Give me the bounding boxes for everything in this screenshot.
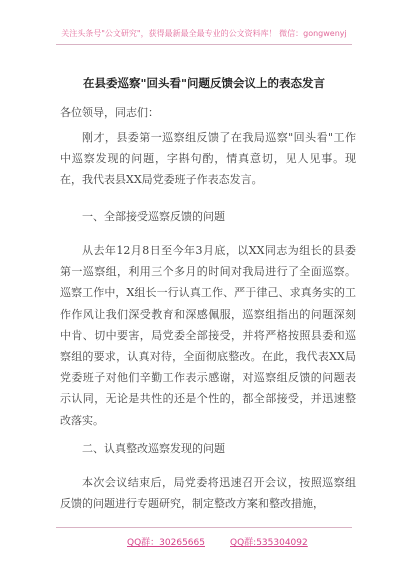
section-heading-1: 一、全部接受巡察反馈的问题 [82,210,225,223]
salutation: 各位领导，同志们： [60,106,159,119]
document-title: 在县委巡察"回头看"问题反馈会议上的表态发言 [83,76,325,90]
footer-divider [56,527,352,528]
paragraph-intro: 刚才，县委第一巡察组反馈了在我局巡察"回头看"工作中巡察发现的问题，字斟句酌，情真意切，见人见事。现在，我代表县XX局党委班子作表态发言。 [60,131,356,187]
footer-qq-link-1[interactable]: QQ群：30265665 [127,538,205,548]
header-banner: 关注头条号"公文研究"，获得最新最全最专业的公文资料库！ 微信：gongwenyj [61,29,347,38]
header-divider [56,44,352,45]
paragraph-section-2: 本次会议结束后，局党委将迅速召开会议，按照巡察组反馈的问题进行专题研究，制定整改方案和整改措施， [60,476,356,511]
paragraph-section-1: 从去年12月8日至今年3月底，以XX同志为组长的县委第一巡察组，利用三个多月的时间对我局进行了全面巡察。巡察工作中，X组长一行认真工作、严于律己、求真务实的工作作风让我们深受教育和深感佩服，巡察组指出的问题深刻中肯、切中要害，局党委全部接受，并将严格按照县委和巡察组的要求，认真对待，全面彻底整改。在此，我代表XX局党委班子对他们辛勤工作表示感谢，对巡察组反馈的问题表示认同，无论是共性的还是个性的，都全部接受，并迅速整改落实。 [60,244,356,427]
footer-qq-link-2[interactable]: QQ群:535304092 [230,538,308,548]
section-heading-2: 二、认真整改巡察发现的问题 [82,442,225,455]
